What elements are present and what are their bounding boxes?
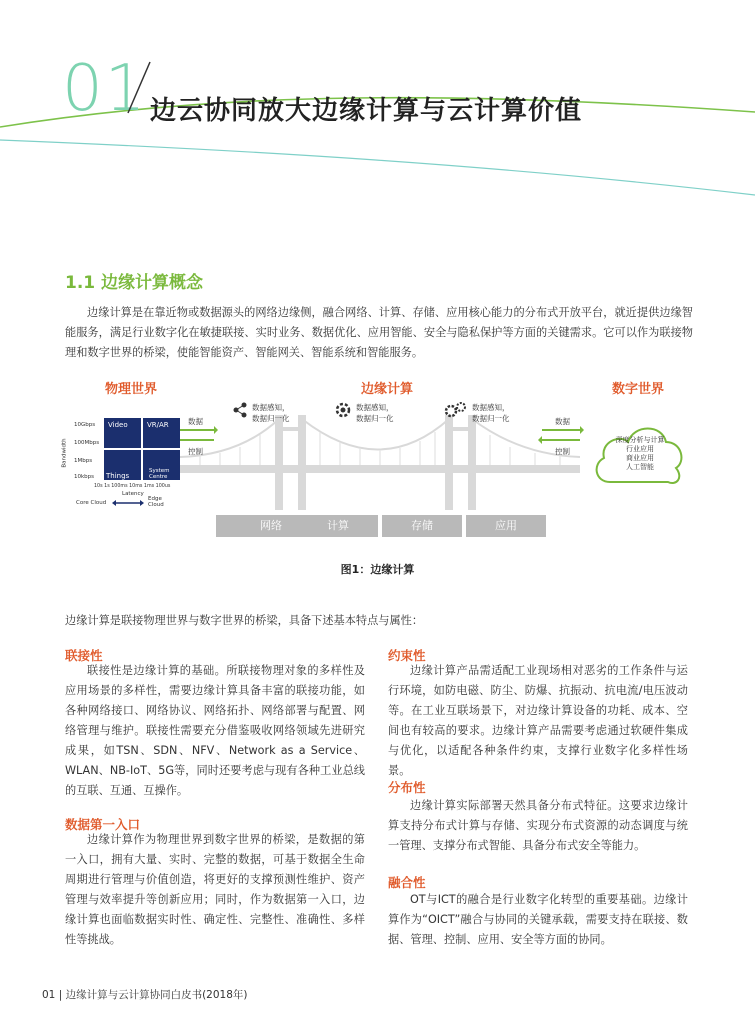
latency-bandwidth-chart	[62, 410, 182, 510]
share-node-icon	[232, 402, 248, 418]
text-data-entry: 边缘计算作为物理世界到数字世界的桥梁，是数据的第一入口，拥有大量、实时、完整的数据，可基于数据全生命周期进行管理与价值创造，将更好的支撑预测性维护、资产管理与效率提升等创新应用；同时，作为数据第一入口，边缘计算也面临数据实时性、确定性、完整性、准确性、多样性等挑战。	[65, 833, 365, 946]
data-label-right: 数据	[555, 417, 570, 426]
chapter-number: 01	[62, 52, 148, 126]
page-footer: 01 | 边缘计算与云计算协同白皮书(2018年)	[42, 989, 248, 1001]
node-label-1: 数据感知， 数据归一化	[252, 403, 290, 423]
right-arrows	[538, 426, 584, 446]
cloud-text: 深度分析与计算 行业应用 商业应用 人工智能	[615, 436, 665, 471]
bar-network: 网络	[216, 515, 326, 537]
data-label-left: 数据	[188, 417, 203, 426]
node-label-2: 数据感知， 数据归一化	[356, 403, 394, 423]
figure-right-title: 数字世界	[612, 382, 665, 397]
heading-distribution: 分布性	[388, 780, 426, 795]
chapter-title: 边云协同放大边缘计算与云计算价值	[150, 96, 583, 126]
edge-cloud-label: Edge Cloud	[148, 496, 164, 508]
text-convergence: OT与ICT的融合是行业数字化转型的重要基础。边缘计算作为“OICT”融合与协同的关键承载，需要支持在联接、数据、管理、控制、应用、安全等方面的协同。	[388, 893, 688, 946]
text-constraint: 边缘计算产品需适配工业现场相对恶劣的工作条件与运行环境，如防电磁、防尘、防爆、抗振动、抗电流/电压波动等。在工业互联场景下，对边缘计算设备的功耗、成本、空间也有较高的要求。边缘计算产品需要考虑通过软硬件集成与优化，以适配各种条件约束，支撑行业数字化多样性场景。	[388, 664, 688, 777]
x-ticks: 10s 1s 100ms 10ms 1ms 100us	[94, 484, 171, 489]
heading-data-entry: 数据第一入口	[65, 817, 141, 832]
heading-constraint: 约束性	[388, 648, 426, 663]
x-axis-label: Latency	[122, 491, 144, 497]
y-tick-1: 100Mbps	[74, 440, 100, 446]
section-title: 1.1 边缘计算概念	[65, 273, 204, 293]
text-connectivity: 联接性是边缘计算的基础。所联接物理对象的多样性及应用场景的多样性，需要边缘计算具备丰富的联接功能，如各种网络接口、网络协议、网络拓扑、网络部署与配置、网络管理与维护。联接性需要充分借鉴吸收网络领域先进研究成果，如TSN、SDN、NFV、Network as a Service、WLAN、NB-IoT、5G等，同时还要考虑与现有各种工业总线的互联、互通、互操作。	[65, 664, 365, 797]
cell-things: Things	[104, 450, 141, 480]
bar-application: 应用	[466, 515, 546, 537]
control-label-left: 控制	[188, 447, 203, 456]
heading-convergence: 融合性	[388, 875, 426, 890]
gear-icon	[334, 401, 352, 419]
bar-storage: 存储	[382, 515, 462, 537]
figure-center-title: 边缘计算	[361, 382, 414, 397]
cell-vrar: VR/AR	[143, 418, 180, 448]
heading-connectivity: 联接性	[65, 648, 103, 663]
figure-caption: 图1：边缘计算	[340, 563, 415, 576]
double-arrow-icon	[112, 499, 144, 507]
y-tick-3: 10kbps	[74, 474, 95, 480]
bar-compute: 计算	[298, 515, 378, 537]
control-label-right: 控制	[555, 447, 570, 456]
text-distribution: 边缘计算实际部署天然具备分布式特征。这要求边缘计算支持分布式计算与存储、实现分布式资源的动态调度与统一管理、支撑分布式智能、具备分布式安全等能力。	[388, 799, 688, 852]
intro-paragraph: 边缘计算是在靠近物或数据源头的网络边缘侧，融合网络、计算、存储、应用核心能力的分布式开放平台，就近提供边缘智能服务，满足行业数字化在敏捷联接、实时业务、数据优化、应用智能、安全与隐私保护等方面的关键需求。它可以作为联接物理和数字世界的桥梁，使能智能资产、智能网关、智能系统和智能服务。	[65, 306, 693, 359]
y-tick-2: 1Mbps	[74, 458, 93, 464]
gears-icon	[444, 401, 468, 419]
core-cloud-label: Core Cloud	[76, 500, 107, 506]
cell-system-centre: System Centre	[143, 450, 180, 480]
node-label-3: 数据感知， 数据归一化	[472, 403, 510, 423]
lead-paragraph: 边缘计算是联接物理世界与数字世界的桥梁，具备下述基本特点与属性：	[65, 614, 424, 627]
y-axis-label: Bandwidth	[61, 438, 68, 468]
cell-video: Video	[104, 418, 141, 448]
figure-left-title: 物理世界	[105, 382, 158, 397]
y-tick-0: 10Gbps	[74, 422, 96, 428]
